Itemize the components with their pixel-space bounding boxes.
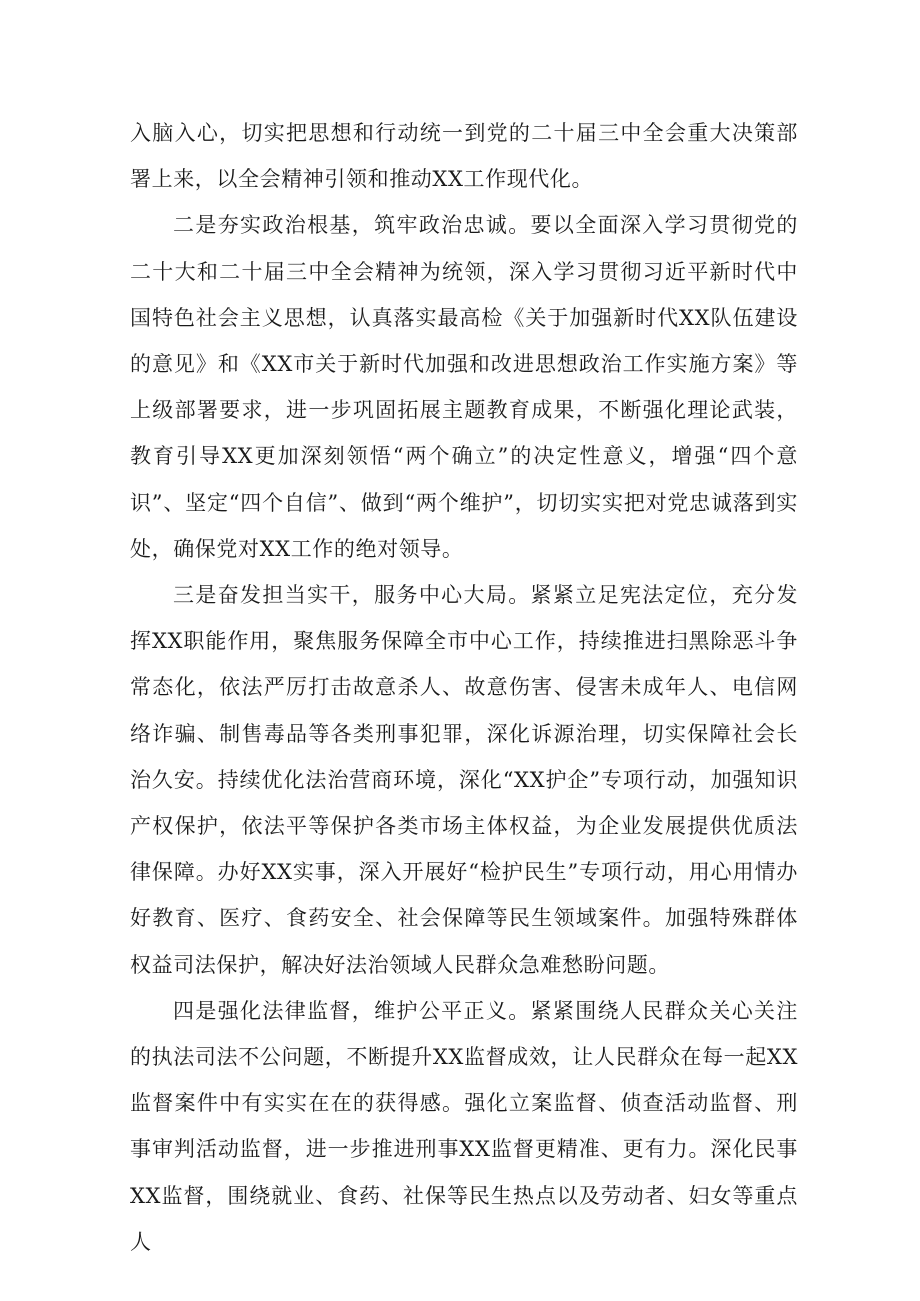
paragraph-continuation: 入脑入心，切实把思想和行动统一到党的二十届三中全会重大决策部署上来，以全会精神引领和推动XX工作现代化。 [130,121,798,192]
paragraph-legal-supervision: 四是强化法律监督，维护公平正义。紧紧围绕人民群众关心关注的执法司法不公问题，不断提升XX监督成效，让人民群众在每一起XX监督案件中有实实在在的获得感。强化立案监督、侦查活动监督、刑事审判活动监督，进一步推进刑事XX监督更精准、更有力。深化民事XX监督，围绕就业、食药、社保等民生热点以及劳动者、妇女等重点人 [130,998,798,1254]
paragraph-political-foundation: 二是夯实政治根基，筑牢政治忠诚。要以全面深入学习贯彻党的二十大和二十届三中全会精神为统领，深入学习贯彻习近平新时代中国特色社会主义思想，认真落实最高检《关于加强新时代XX队伍建设的意见》和《XX市关于新时代加强和改进思想政治工作实施方案》等上级部署要求，进一步巩固拓展主题教育成果，不断强化理论武装，教育引导XX更加深刻领悟“两个确立”的决定性意义，增强“四个意识”、坚定“四个自信”、做到“两个维护”，切切实实把对党忠诚落到实处，确保党对XX工作的绝对领导。 [130,213,798,561]
paragraph-serve-overall-situation: 三是奋发担当实干，服务中心大局。紧紧立足宪法定位，充分发挥XX职能作用，聚焦服务保障全市中心工作，持续推进扫黑除恶斗争常态化，依法严厉打击故意杀人、故意伤害、侵害未成年人、电信网络诈骗、制售毒品等各类刑事犯罪，深化诉源治理，切实保障社会长治久安。持续优化法治营商环境，深化“XX护企”专项行动，加强知识产权保护，依法平等保护各类市场主体权益，为企业发展提供优质法律保障。办好XX实事，深入开展好“检护民生”专项行动，用心用情办好教育、医疗、食药安全、社会保障等民生领域案件。加强特殊群体权益司法保护，解决好法治领域人民群众急难愁盼问题。 [130,583,798,977]
document-body [130,110,798,1265]
